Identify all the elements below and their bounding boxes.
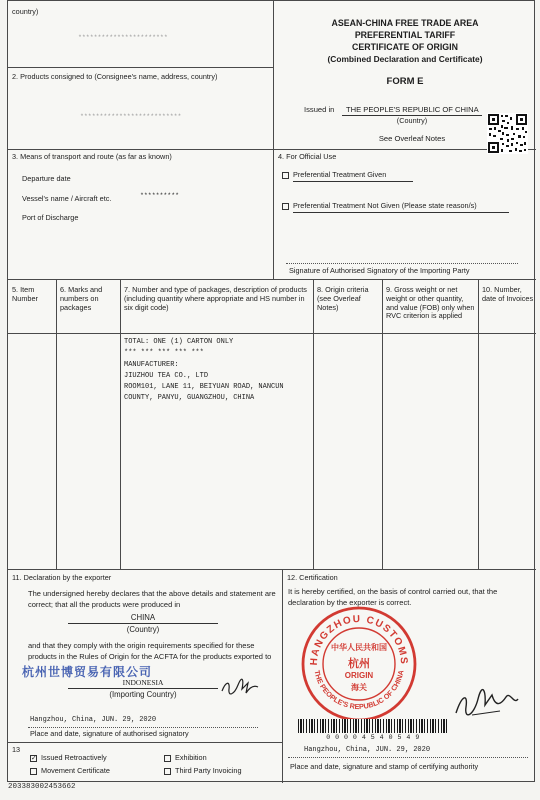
line-box1-bottom [8,67,273,68]
goods-line-total: TOTAL: ONE (1) CARTON ONLY [124,338,234,346]
seal-cn-city: 杭州 [348,657,370,670]
col-header-origin-criteria: 8. Origin criteria (see Overleaf Notes) [317,285,369,312]
line-box2-bottom [8,149,536,150]
movement-option[interactable] [30,767,110,776]
seal-cn-bottom: 海关 [351,683,367,692]
seal-cn-top: 中华人民共和国 [331,643,387,652]
exhibition-option[interactable] [164,754,207,763]
col-header-marks: 6. Marks and numbers on packages [60,285,103,312]
barcode [298,719,448,733]
movement-checkbox[interactable] [30,768,37,775]
issued-retro-checkbox[interactable]: ✓ [31,754,37,762]
qr-code [487,113,528,154]
issued-in-country-label: (Country) [396,116,428,125]
exporter-signature [220,677,260,704]
customs-seal [300,605,418,723]
box11-title: 11. Declaration by the exporter [12,573,112,582]
exporter-dotted-line [28,727,258,728]
goods-line-address-1: ROOM101, LANE 11, BEIYUAN ROAD, NANCUN [124,383,284,392]
exporter-company-stamp: 杭州世博贸易有限公司 [22,665,153,679]
certifier-signature [452,685,522,726]
not-given-underline [293,212,509,213]
produced-country: CHINA [130,613,156,622]
exporter-country-label: country) [12,7,39,16]
exporter-declaration-text: The undersigned hereby declares that the above details and statement are correct; that all the products were produced in [28,589,276,609]
exporter-masked: *********************** [78,34,168,41]
form-title: FORM E [386,76,424,87]
line-box11-bottom [8,742,282,743]
goods-description [124,337,284,405]
header-line-4: (Combined Declaration and Certificate) [327,54,483,64]
col-divider-5 [56,279,57,569]
produced-country-label: (Country) [126,625,160,634]
preferential-given-option[interactable] [282,171,386,180]
importing-country-underline [68,688,218,689]
col-header-invoices: 10. Number, date of Invoices [482,285,534,303]
exhibition-label: Exhibition [175,753,207,762]
signatory-label: Signature of Authorised Signatory of the Importing Party [289,266,470,275]
barcode-number: 0 0 0 0 4 5 4 0 5 4 9 [326,734,420,741]
given-underline [293,181,413,182]
certifier-dotted-line [288,757,528,758]
box13-title: 13 [12,745,21,754]
overleaf-notes: See Overleaf Notes [378,134,446,143]
importing-country-label: (Importing Country) [109,690,177,699]
issued-in-country: THE PEOPLE'S REPUBLIC OF CHINA [346,105,479,114]
certification-text: It is hereby certified, on the basis of control carried out, that the declaration by the exporter is correct. [288,587,498,607]
goods-line-masked: *** *** *** *** *** [124,349,204,358]
vessel-label: Vessel's name / Aircraft etc. [22,194,112,203]
col-divider-9 [478,279,479,569]
preferential-not-given-checkbox[interactable] [282,203,289,210]
box2-title: 2. Products consigned to (Consignee's name, address, country) [12,72,218,81]
produced-country-underline [68,623,218,624]
goods-line-address-2: COUNTY, PANYU, GUANGZHOU, CHINA [124,394,255,403]
goods-line-manufacturer-label: MANUFACTURER: [124,360,179,369]
seal-bottom-text: THE PEOPLE'S REPUBLIC OF CHINA [312,669,406,712]
goods-line-manufacturer-name: JIUZHOU TEA CO., LTD [124,371,209,380]
issued-retro-option[interactable] [30,754,107,763]
preferential-given-label: Preferential Treatment Given [293,170,387,179]
consignee-masked: ************************** [80,113,182,120]
third-party-checkbox[interactable] [164,768,171,775]
issued-retro-label: Issued Retroactively [41,753,107,762]
certificate-form [7,0,535,782]
preferential-not-given-label: Preferential Treatment Not Given (Please state reason/s) [293,201,477,210]
line-column-header-bottom [8,333,536,334]
exporter-place-label: Place and date, signature of authorised signatory [30,729,189,738]
box12-title: 12. Certification [287,573,338,582]
top-divider [273,1,274,279]
third-party-option[interactable] [164,767,242,776]
seal-top-text: HANGZHOU CUSTOMS [308,613,410,666]
preferential-given-checkbox[interactable] [282,172,289,179]
col-divider-8 [382,279,383,569]
importing-country: INDONESIA [122,678,164,687]
header-line-3: CERTIFICATE OF ORIGIN [352,42,458,52]
col-header-item-number: 5. Item Number [12,285,38,303]
vessel-value: ********** [140,192,180,199]
departure-date-label: Departure date [22,174,71,183]
third-party-label: Third Party Invoicing [175,766,242,775]
preferential-not-given-option[interactable] [282,202,477,211]
line-box3-bottom [8,279,536,280]
seal-origin: ORIGIN [344,671,374,680]
port-label: Port of Discharge [22,213,79,222]
header-line-1: ASEAN-CHINA FREE TRADE AREA [331,18,479,28]
issued-in-label: Issued in [304,105,335,114]
certifier-place-date: Hangzhou, China, JUN. 29, 2020 [304,746,431,754]
col-divider-7 [313,279,314,569]
col-divider-6 [120,279,121,569]
col-header-weight-value: 9. Gross weight or net weight or other quantity, and value (FOB) only when RVC criterion is applied [386,285,475,321]
certifier-place-label: Place and date, signature and stamp of certifying authority [290,762,479,771]
movement-label: Movement Certificate [41,766,110,775]
signatory-dotted-line [286,263,518,264]
bottom-divider [282,569,283,783]
box3-title: 3. Means of transport and route (as far as known) [12,152,172,161]
form-header [276,17,534,65]
exporter-place-date: Hangzhou, China, JUN. 29, 2020 [30,716,157,724]
col-header-description: 7. Number and type of packages, description of products (including quantity where appropriate and HS number in six digit code) [124,285,307,312]
origin-compliance-text: and that they comply with the origin requirements specified for these products in the Rules of Origin for the ACFTA for the products exported to [28,641,272,661]
header-line-2: PREFERENTIAL TARIFF [354,30,456,40]
line-goods-bottom [8,569,536,570]
certificate-serial-number: 203383002453662 [8,783,76,791]
box4-title: 4. For Official Use [278,152,337,161]
exhibition-checkbox[interactable] [164,755,171,762]
